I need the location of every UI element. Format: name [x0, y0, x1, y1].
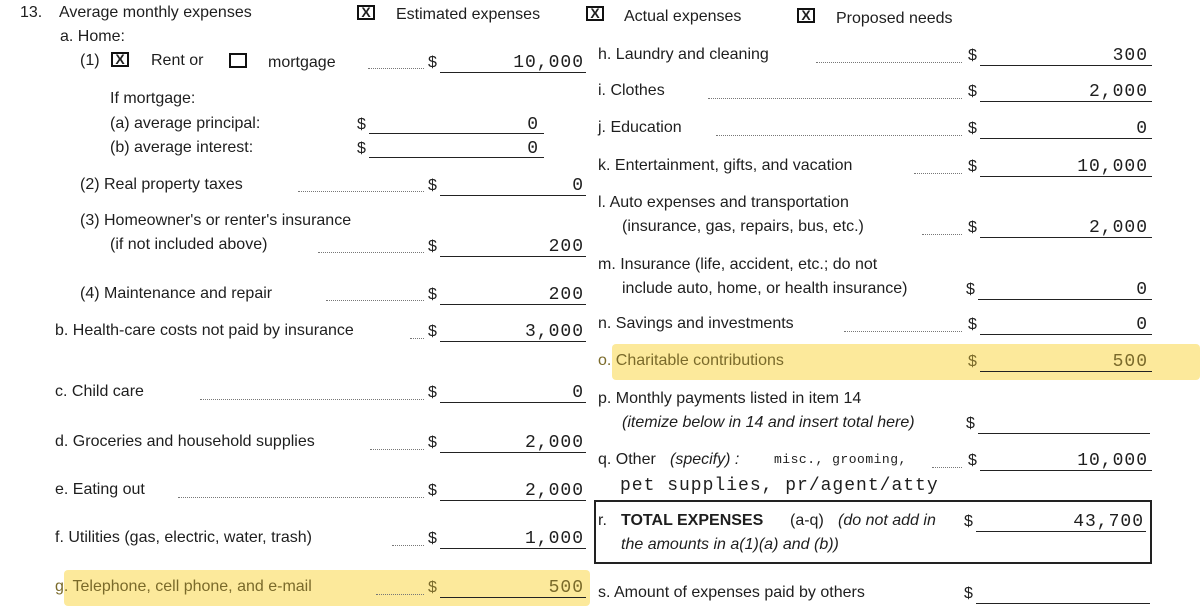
savings-label: n. Savings and investments [598, 315, 794, 332]
child-care-amount[interactable]: 0 [572, 383, 584, 403]
renters-insurance-note: (if not included above) [110, 236, 268, 253]
other-amount[interactable]: 10,000 [1077, 451, 1148, 471]
actual-expenses-checkbox[interactable] [586, 6, 604, 21]
paid-by-others-label: s. Amount of expenses paid by others [598, 584, 865, 601]
maintenance-label: (4) Maintenance and repair [80, 285, 273, 302]
leader-dots [410, 338, 424, 339]
dollar-sign: $ [968, 158, 977, 175]
leader-dots [370, 449, 424, 450]
check-mark-icon: X [361, 4, 371, 20]
dollar-sign: $ [357, 116, 366, 133]
actual-expenses-label: Actual expenses [624, 8, 742, 25]
dollar-sign: $ [966, 415, 975, 432]
insurance-amount[interactable]: 0 [1136, 280, 1148, 300]
dollar-sign: $ [428, 286, 437, 303]
check-mark-icon: X [801, 7, 811, 23]
total-expenses-label: TOTAL EXPENSES [621, 512, 764, 529]
dollar-sign: $ [968, 353, 977, 370]
entertainment-label: k. Entertainment, gifts, and vacation [598, 157, 853, 174]
section-title: Average monthly expenses [59, 4, 252, 21]
health-care-label: b. Health-care costs not paid by insurance [55, 322, 354, 339]
leader-dots [326, 300, 424, 301]
charitable-amount[interactable]: 500 [1112, 352, 1148, 372]
total-note-1: (do not add in [838, 512, 936, 529]
leader-dots [716, 135, 962, 136]
other-handwritten-1[interactable]: misc., grooming, [774, 452, 907, 467]
maintenance-amount[interactable]: 200 [548, 285, 584, 305]
charitable-label: o. Charitable contributions [598, 352, 784, 369]
check-mark-icon: X [590, 5, 600, 21]
dollar-sign: $ [428, 579, 437, 596]
total-expenses-amount[interactable]: 43,700 [1073, 512, 1144, 532]
property-taxes-amount[interactable]: 0 [572, 176, 584, 196]
education-label: j. Education [598, 119, 682, 136]
utilities-label: f. Utilities (gas, electric, water, trash) [55, 529, 312, 546]
dollar-sign: $ [968, 219, 977, 236]
entertainment-amount[interactable]: 10,000 [1077, 157, 1148, 177]
mortgage-label: mortgage [268, 54, 336, 71]
dollar-sign: $ [428, 384, 437, 401]
monthly-payments-line [978, 433, 1150, 434]
eating-out-label: e. Eating out [55, 481, 145, 498]
leader-dots [200, 399, 424, 400]
child-care-label: c. Child care [55, 383, 144, 400]
leader-dots [318, 252, 424, 253]
dollar-sign: $ [357, 140, 366, 157]
health-care-amount[interactable]: 3,000 [524, 322, 584, 342]
leader-dots [708, 98, 962, 99]
dollar-sign: $ [964, 513, 973, 530]
leader-dots [178, 497, 424, 498]
dollar-sign: $ [428, 238, 437, 255]
education-amount[interactable]: 0 [1136, 119, 1148, 139]
savings-amount[interactable]: 0 [1136, 315, 1148, 335]
renters-insurance-amount[interactable]: 200 [548, 237, 584, 257]
groceries-label: d. Groceries and household supplies [55, 433, 315, 450]
if-mortgage-label: If mortgage: [110, 90, 196, 107]
rent-checkbox[interactable] [111, 52, 129, 67]
property-taxes-label: (2) Real property taxes [80, 176, 243, 193]
dollar-sign: $ [428, 482, 437, 499]
rent-label: Rent or [151, 52, 204, 69]
leader-dots [392, 545, 424, 546]
home-label: a. Home: [60, 28, 125, 45]
utilities-amount[interactable]: 1,000 [524, 529, 584, 549]
check-mark-icon: X [115, 51, 125, 67]
other-label: q. Other [598, 451, 656, 468]
dollar-sign: $ [428, 54, 437, 71]
clothes-label: i. Clothes [598, 82, 665, 99]
principal-label: (a) average principal: [110, 115, 261, 132]
dollar-sign: $ [968, 316, 977, 333]
dollar-sign: $ [968, 452, 977, 469]
insurance-label: m. Insurance (life, accident, etc.; do not [598, 256, 878, 273]
clothes-amount[interactable]: 2,000 [1088, 82, 1148, 102]
total-prefix: r. [598, 512, 607, 529]
a1-amount[interactable]: 10,000 [513, 53, 584, 73]
laundry-label: h. Laundry and cleaning [598, 46, 769, 63]
leader-dots [844, 331, 962, 332]
mortgage-checkbox[interactable] [229, 53, 247, 68]
leader-dots [922, 234, 962, 235]
dollar-sign: $ [428, 530, 437, 547]
dollar-sign: $ [964, 585, 973, 602]
leader-dots [368, 68, 424, 69]
interest-label: (b) average interest: [110, 139, 254, 156]
laundry-amount[interactable]: 300 [1112, 46, 1148, 66]
proposed-needs-checkbox[interactable] [797, 8, 815, 23]
proposed-needs-label: Proposed needs [836, 10, 953, 27]
interest-amount[interactable]: 0 [527, 139, 539, 159]
telephone-label: g. Telephone, cell phone, and e-mail [55, 578, 312, 595]
dollar-sign: $ [968, 83, 977, 100]
estimated-expenses-checkbox[interactable] [357, 5, 375, 20]
leader-dots [298, 191, 424, 192]
paid-by-others-line [976, 603, 1150, 604]
insurance-note: include auto, home, or health insurance) [622, 280, 908, 297]
dollar-sign: $ [968, 47, 977, 64]
dollar-sign: $ [968, 120, 977, 137]
monthly-payments-note: (itemize below in 14 and insert total here) [622, 414, 915, 431]
estimated-expenses-label: Estimated expenses [396, 6, 541, 23]
auto-expenses-label: l. Auto expenses and transportation [598, 194, 849, 211]
dollar-sign: $ [428, 177, 437, 194]
dollar-sign: $ [428, 434, 437, 451]
a1-prefix: (1) [80, 52, 100, 69]
dollar-sign: $ [428, 323, 437, 340]
total-expenses-box [594, 500, 1152, 564]
leader-dots [914, 173, 962, 174]
other-specify-label: (specify) : [670, 451, 740, 468]
auto-expenses-note: (insurance, gas, repairs, bus, etc.) [622, 218, 864, 235]
leader-dots [932, 467, 962, 468]
groceries-amount[interactable]: 2,000 [524, 433, 584, 453]
total-range: (a-q) [790, 512, 824, 529]
other-handwritten-2[interactable]: pet supplies, pr/agent/atty [620, 476, 939, 496]
telephone-amount[interactable]: 500 [548, 578, 584, 598]
total-note-2: the amounts in a(1)(a) and (b)) [621, 536, 839, 553]
item-number: 13. [20, 4, 43, 21]
renters-insurance-label: (3) Homeowner's or renter's insurance [80, 212, 352, 229]
leader-dots [376, 594, 424, 595]
auto-expenses-amount[interactable]: 2,000 [1088, 218, 1148, 238]
dollar-sign: $ [966, 281, 975, 298]
principal-amount[interactable]: 0 [527, 115, 539, 135]
monthly-payments-label: p. Monthly payments listed in item 14 [598, 390, 862, 407]
leader-dots [816, 62, 962, 63]
eating-out-amount[interactable]: 2,000 [524, 481, 584, 501]
